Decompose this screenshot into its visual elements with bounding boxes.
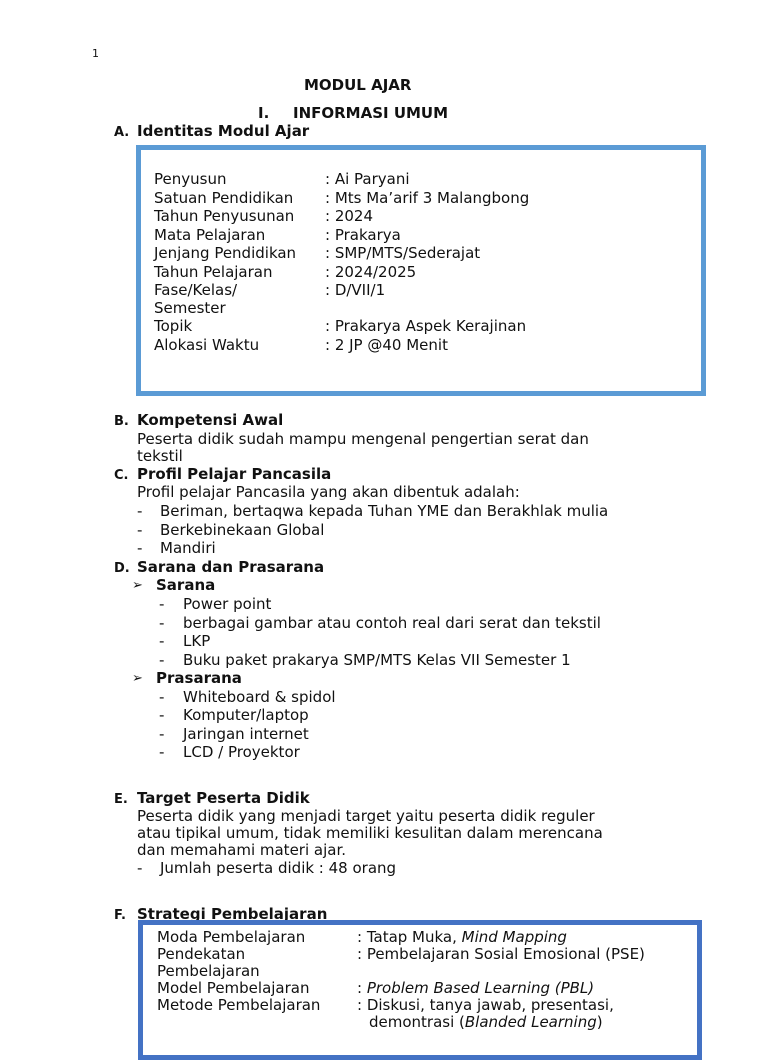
value-metode-2-italic: Blanded Learning	[464, 1013, 597, 1031]
bullet-dash: -	[159, 688, 165, 706]
value-fase-kelas: : D/VII/1	[325, 281, 386, 299]
label-semester: Semester	[154, 299, 226, 317]
prasarana-heading: Prasarana	[156, 669, 242, 687]
bullet-dash: -	[159, 614, 165, 632]
strategi-heading: Strategi Pembelajaran	[137, 905, 328, 923]
kompetensi-heading: Kompetensi Awal	[137, 411, 284, 429]
value-penyusun: : Ai Paryani	[325, 170, 410, 188]
value-model	[357, 979, 594, 997]
value-alokasi-waktu: : 2 JP @40 Menit	[325, 336, 448, 354]
list-item: Komputer/laptop	[183, 706, 309, 724]
list-item: Buku paket prakarya SMP/MTS Kelas VII Semester 1	[183, 651, 571, 669]
label-moda: Moda Pembelajaran	[157, 928, 306, 946]
value-model-italic: Problem Based Learning (PBL)	[366, 979, 595, 997]
list-item: LKP	[183, 632, 211, 650]
kompetensi-text-line-1: Peserta didik sudah mampu mengenal pengertian serat dan	[137, 430, 589, 448]
value-mata-pelajaran: : Prakarya	[325, 226, 401, 244]
list-item: Jaringan internet	[183, 725, 309, 743]
profil-intro: Profil pelajar Pancasila yang akan dibentuk adalah:	[137, 483, 520, 501]
section-letter-a: A.	[114, 125, 130, 140]
label-model: Model Pembelajaran	[157, 979, 310, 997]
sarana-heading: Sarana	[156, 576, 216, 594]
list-item: berbagai gambar atau contoh real dari serat dan tekstil	[183, 614, 601, 632]
value-model-colon: :	[357, 979, 367, 997]
list-item: Beriman, bertaqwa kepada Tuhan YME dan Berakhlak mulia	[160, 502, 609, 520]
value-metode-2-plain: demontrasi (	[369, 1013, 465, 1031]
target-heading: Target Peserta Didik	[137, 789, 310, 807]
label-satuan-pendidikan: Satuan Pendidikan	[154, 189, 294, 207]
bullet-dash: -	[137, 539, 143, 557]
target-text-line-1: Peserta didik yang menjadi target yaitu peserta didik reguler	[137, 807, 595, 825]
label-penyusun: Penyusun	[154, 170, 227, 188]
label-mata-pelajaran: Mata Pelajaran	[154, 226, 266, 244]
section-letter-b: B.	[114, 414, 129, 429]
value-satuan-pendidikan: : Mts Ma’arif 3 Malangbong	[325, 189, 530, 207]
label-jenjang-pendidikan: Jenjang Pendidikan	[154, 244, 297, 262]
bullet-dash: -	[137, 502, 143, 520]
list-item: Whiteboard & spidol	[183, 688, 336, 706]
arrow-icon: ➢	[132, 578, 143, 593]
value-jenjang-pendidikan: : SMP/MTS/Sederajat	[325, 244, 481, 262]
jumlah-peserta: Jumlah peserta didik : 48 orang	[160, 859, 397, 877]
list-item: Mandiri	[160, 539, 216, 557]
list-item: LCD / Proyektor	[183, 743, 300, 761]
sarana-prasarana-heading: Sarana dan Prasarana	[137, 558, 325, 576]
identitas-heading: Identitas Modul Ajar	[137, 122, 310, 140]
value-moda-plain: : Tatap Muka,	[357, 928, 462, 946]
page-number: 1	[92, 47, 99, 60]
section-letter-d: D.	[114, 561, 130, 576]
bullet-dash: -	[159, 725, 165, 743]
value-topik: : Prakarya Aspek Kerajinan	[325, 317, 527, 335]
value-moda-italic: Mind Mapping	[461, 928, 567, 946]
label-pendekatan: Pendekatan	[157, 945, 246, 963]
bullet-dash: -	[159, 651, 165, 669]
section-letter-f: F.	[114, 908, 126, 923]
target-text-line-3: dan memahami materi ajar.	[137, 841, 347, 859]
value-moda	[357, 928, 567, 946]
section-letter-c: C.	[114, 468, 129, 483]
list-item: Power point	[183, 595, 272, 613]
label-fase-kelas: Fase/Kelas/	[154, 281, 238, 299]
value-pendekatan: : Pembelajaran Sosial Emosional (PSE)	[357, 945, 645, 963]
bullet-dash: -	[159, 595, 165, 613]
target-text-line-2: atau tipikal umum, tidak memiliki kesulitan dalam merencana	[137, 824, 603, 842]
value-tahun-penyusunan: : 2024	[325, 207, 373, 225]
bullet-dash: -	[159, 632, 165, 650]
section-letter-e: E.	[114, 792, 128, 807]
value-metode-line-2	[369, 1013, 603, 1031]
value-metode-2-end: )	[596, 1013, 603, 1031]
bullet-dash: -	[137, 859, 143, 877]
bullet-dash: -	[159, 706, 165, 724]
value-tahun-pelajaran: : 2024/2025	[325, 263, 417, 281]
label-metode: Metode Pembelajaran	[157, 996, 321, 1014]
section-number: I.	[258, 104, 270, 122]
bullet-dash: -	[137, 521, 143, 539]
label-alokasi-waktu: Alokasi Waktu	[154, 336, 260, 354]
label-tahun-pelajaran: Tahun Pelajaran	[154, 263, 273, 281]
label-topik: Topik	[154, 317, 193, 335]
arrow-icon: ➢	[132, 671, 143, 686]
kompetensi-text-line-2: tekstil	[137, 447, 183, 465]
label-pendekatan-2: Pembelajaran	[157, 962, 260, 980]
document-title: MODUL AJAR	[304, 76, 412, 94]
profil-heading: Profil Pelajar Pancasila	[137, 465, 332, 483]
list-item: Berkebinekaan Global	[160, 521, 325, 539]
label-tahun-penyusunan: Tahun Penyusunan	[154, 207, 295, 225]
bullet-dash: -	[159, 743, 165, 761]
section-title: INFORMASI UMUM	[293, 104, 449, 122]
value-metode: : Diskusi, tanya jawab, presentasi,	[357, 996, 614, 1014]
